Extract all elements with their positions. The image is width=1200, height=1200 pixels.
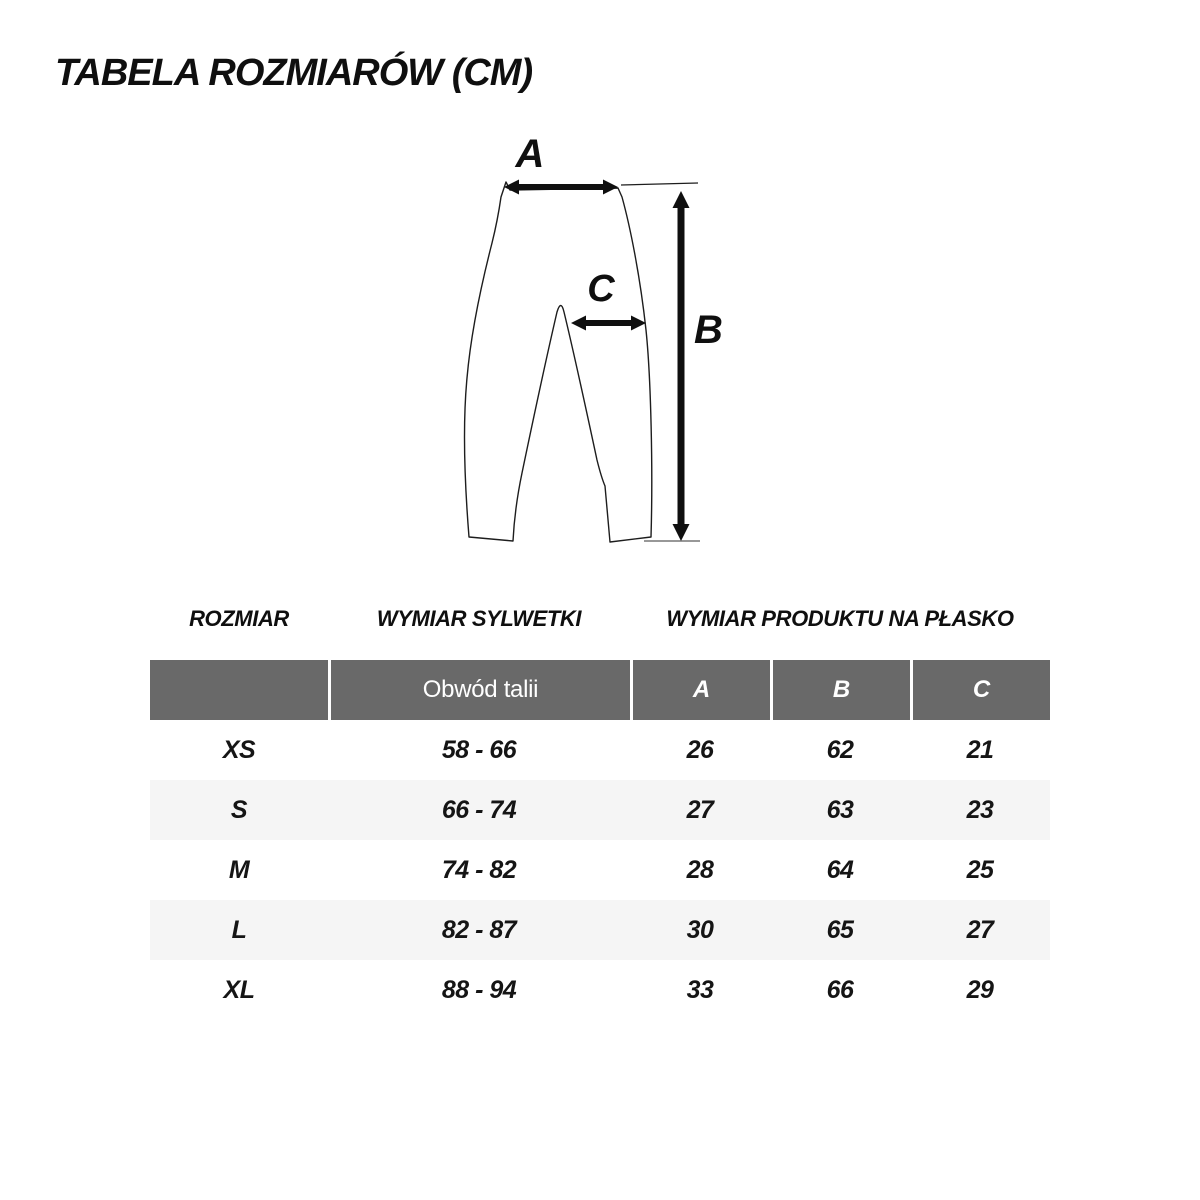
- table-row-s: [150, 780, 1050, 840]
- header-cell-c: C: [910, 660, 1050, 720]
- page-title: TABELA ROZMIARÓW (CM): [55, 52, 533, 94]
- pants-diagram: [420, 125, 760, 575]
- cell-a: 30: [686, 915, 714, 944]
- cell-c: 23: [966, 795, 994, 824]
- cell-waist: 58 - 66: [441, 735, 517, 764]
- cell-c: 27: [966, 915, 994, 944]
- table-row-m: [150, 840, 1050, 900]
- group-header-wymiar-produktu: WYMIAR PRODUKTU NA PŁASKO: [666, 606, 1014, 631]
- table-row-xl: [150, 960, 1050, 1020]
- cell-a: 28: [686, 855, 714, 884]
- cell-waist: 74 - 82: [441, 855, 517, 884]
- diagram-label-c: C: [587, 268, 615, 310]
- cell-b: 64: [826, 855, 854, 884]
- cell-size: L: [231, 915, 247, 944]
- diagram-label-b: B: [694, 308, 723, 352]
- cell-size: XL: [223, 975, 255, 1004]
- cell-a: 26: [686, 735, 714, 764]
- table-row-l: [150, 900, 1050, 960]
- measure-arrow-b: [673, 191, 690, 541]
- cell-size: M: [228, 855, 250, 884]
- header-cell-a: A: [630, 660, 770, 720]
- header-cell-size: [150, 660, 328, 720]
- group-header-rozmiar: ROZMIAR: [189, 606, 289, 631]
- cell-waist: 88 - 94: [441, 975, 517, 1004]
- table-row-xs: [150, 720, 1050, 780]
- table-group-headers: [150, 604, 1050, 634]
- group-header-wymiar-sylwetki: WYMIAR SYLWETKI: [376, 606, 582, 631]
- header-cell-waist: Obwód talii: [328, 660, 630, 720]
- pants-outline: [465, 182, 652, 542]
- table-header-row: [150, 660, 1050, 720]
- diagram-label-a: A: [515, 132, 545, 176]
- cell-size: XS: [222, 735, 256, 764]
- cell-waist: 82 - 87: [441, 915, 517, 944]
- cell-size: S: [230, 795, 248, 824]
- cell-waist: 66 - 74: [441, 795, 517, 824]
- cell-b: 65: [826, 915, 854, 944]
- cell-c: 29: [966, 975, 994, 1004]
- cell-b: 62: [826, 735, 854, 764]
- size-table: [150, 660, 1050, 1020]
- cell-a: 33: [686, 975, 714, 1004]
- cell-c: 21: [966, 735, 994, 764]
- cell-b: 63: [826, 795, 854, 824]
- cell-a: 27: [686, 795, 714, 824]
- extension-line-top: [621, 183, 698, 185]
- cell-c: 25: [966, 855, 994, 884]
- header-cell-b: B: [770, 660, 910, 720]
- cell-b: 66: [826, 975, 854, 1004]
